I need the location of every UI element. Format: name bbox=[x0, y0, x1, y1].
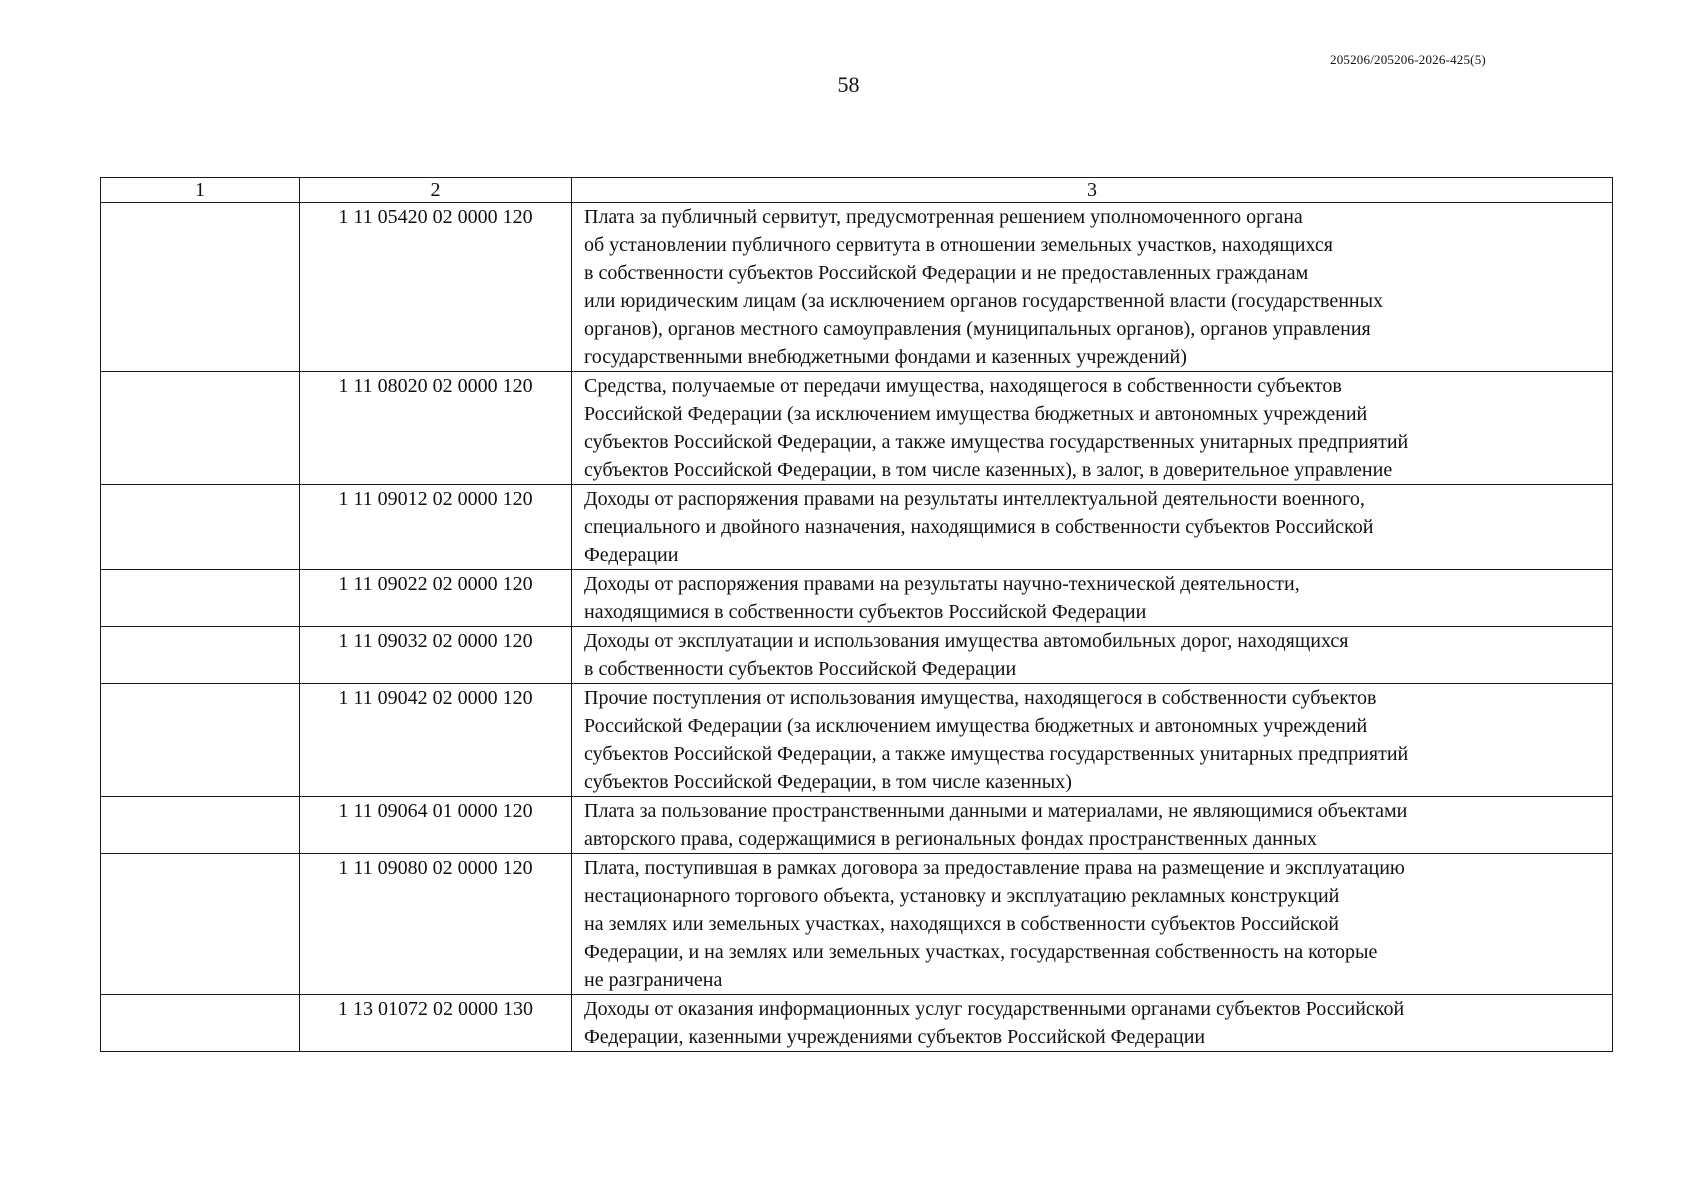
revenue-description-cell: Доходы от эксплуатации и использования имущества автомобильных дорог, находящихся в собственности субъектов Российской Федерации bbox=[572, 627, 1613, 684]
table-row bbox=[101, 854, 1613, 995]
revenue-code-cell: 1 11 09042 02 0000 120 bbox=[300, 684, 572, 797]
row-col1-cell bbox=[101, 684, 300, 797]
table-row bbox=[101, 372, 1613, 485]
revenue-description-cell: Средства, получаемые от передачи имущества, находящегося в собственности субъектов Российской Федерации (за исключением имущества бюджетных и автономных учреждений субъектов Российской Федерации, а также имущества государственных унитарных предприятий субъектов Российской Федерации, в том числе казенных), в залог, в доверительное управление bbox=[572, 372, 1613, 485]
row-col1-cell bbox=[101, 372, 300, 485]
revenue-codes-table bbox=[100, 177, 1613, 1052]
table-row bbox=[101, 485, 1613, 570]
row-col1-cell bbox=[101, 995, 300, 1052]
table-header-row bbox=[101, 178, 1613, 203]
revenue-code-cell: 1 11 09032 02 0000 120 bbox=[300, 627, 572, 684]
document-id: 205206/205206-2026-425(5) bbox=[1330, 52, 1486, 67]
revenue-description-cell: Доходы от распоряжения правами на результаты интеллектуальной деятельности военного, специального и двойного назначения, находящимися в собственности субъектов Российской Федерации bbox=[572, 485, 1613, 570]
revenue-description-cell: Плата за публичный сервитут, предусмотренная решением уполномоченного органа об установлении публичного сервитута в отношении земельных участков, находящихся в собственности субъектов Российской Федерации и не предоставленных гражданам или юридическим лицам (за исключением органов государственной власти (государственных органов), органов местного самоуправления (муниципальных органов), органов управления государственными внебюджетными фондами и казенных учреждений) bbox=[572, 203, 1613, 372]
row-col1-cell bbox=[101, 485, 300, 570]
revenue-code-cell: 1 11 09064 01 0000 120 bbox=[300, 797, 572, 854]
revenue-code-cell: 1 11 09022 02 0000 120 bbox=[300, 570, 572, 627]
row-col1-cell bbox=[101, 797, 300, 854]
table-row bbox=[101, 995, 1613, 1052]
column-header-2: 2 bbox=[300, 178, 572, 203]
revenue-description-cell: Доходы от распоряжения правами на результаты научно-технической деятельности, находящимися в собственности субъектов Российской Федерации bbox=[572, 570, 1613, 627]
row-col1-cell bbox=[101, 627, 300, 684]
revenue-code-cell: 1 11 09080 02 0000 120 bbox=[300, 854, 572, 995]
table-row bbox=[101, 684, 1613, 797]
row-col1-cell bbox=[101, 570, 300, 627]
column-header-3: 3 bbox=[572, 178, 1613, 203]
row-col1-cell bbox=[101, 203, 300, 372]
revenue-code-cell: 1 13 01072 02 0000 130 bbox=[300, 995, 572, 1052]
revenue-description-cell: Прочие поступления от использования имущества, находящегося в собственности субъектов Российской Федерации (за исключением имущества бюджетных и автономных учреждений субъектов Российской Федерации, а также имущества государственных унитарных предприятий субъектов Российской Федерации, в том числе казенных) bbox=[572, 684, 1613, 797]
table-row bbox=[101, 797, 1613, 854]
page-number bbox=[0, 72, 1697, 98]
table-row bbox=[101, 203, 1613, 372]
table-row bbox=[101, 627, 1613, 684]
page-number-text: 58 bbox=[837, 72, 860, 97]
revenue-code-cell: 1 11 09012 02 0000 120 bbox=[300, 485, 572, 570]
revenue-description-cell: Доходы от оказания информационных услуг государственными органами субъектов Российской Федерации, казенными учреждениями субъектов Российской Федерации bbox=[572, 995, 1613, 1052]
table-row bbox=[101, 570, 1613, 627]
revenue-description-cell: Плата, поступившая в рамках договора за предоставление права на размещение и эксплуатацию нестационарного торгового объекта, установку и эксплуатацию рекламных конструкций на землях или земельных участках, находящихся в собственности субъектов Российской Федерации, и на землях или земельных участках, государственная собственность на которые не разграничена bbox=[572, 854, 1613, 995]
revenue-description-cell: Плата за пользование пространственными данными и материалами, не являющимися объектами авторского права, содержащимися в региональных фондах пространственных данных bbox=[572, 797, 1613, 854]
column-header-1: 1 bbox=[101, 178, 300, 203]
row-col1-cell bbox=[101, 854, 300, 995]
revenue-code-cell: 1 11 08020 02 0000 120 bbox=[300, 372, 572, 485]
revenue-code-cell: 1 11 05420 02 0000 120 bbox=[300, 203, 572, 372]
